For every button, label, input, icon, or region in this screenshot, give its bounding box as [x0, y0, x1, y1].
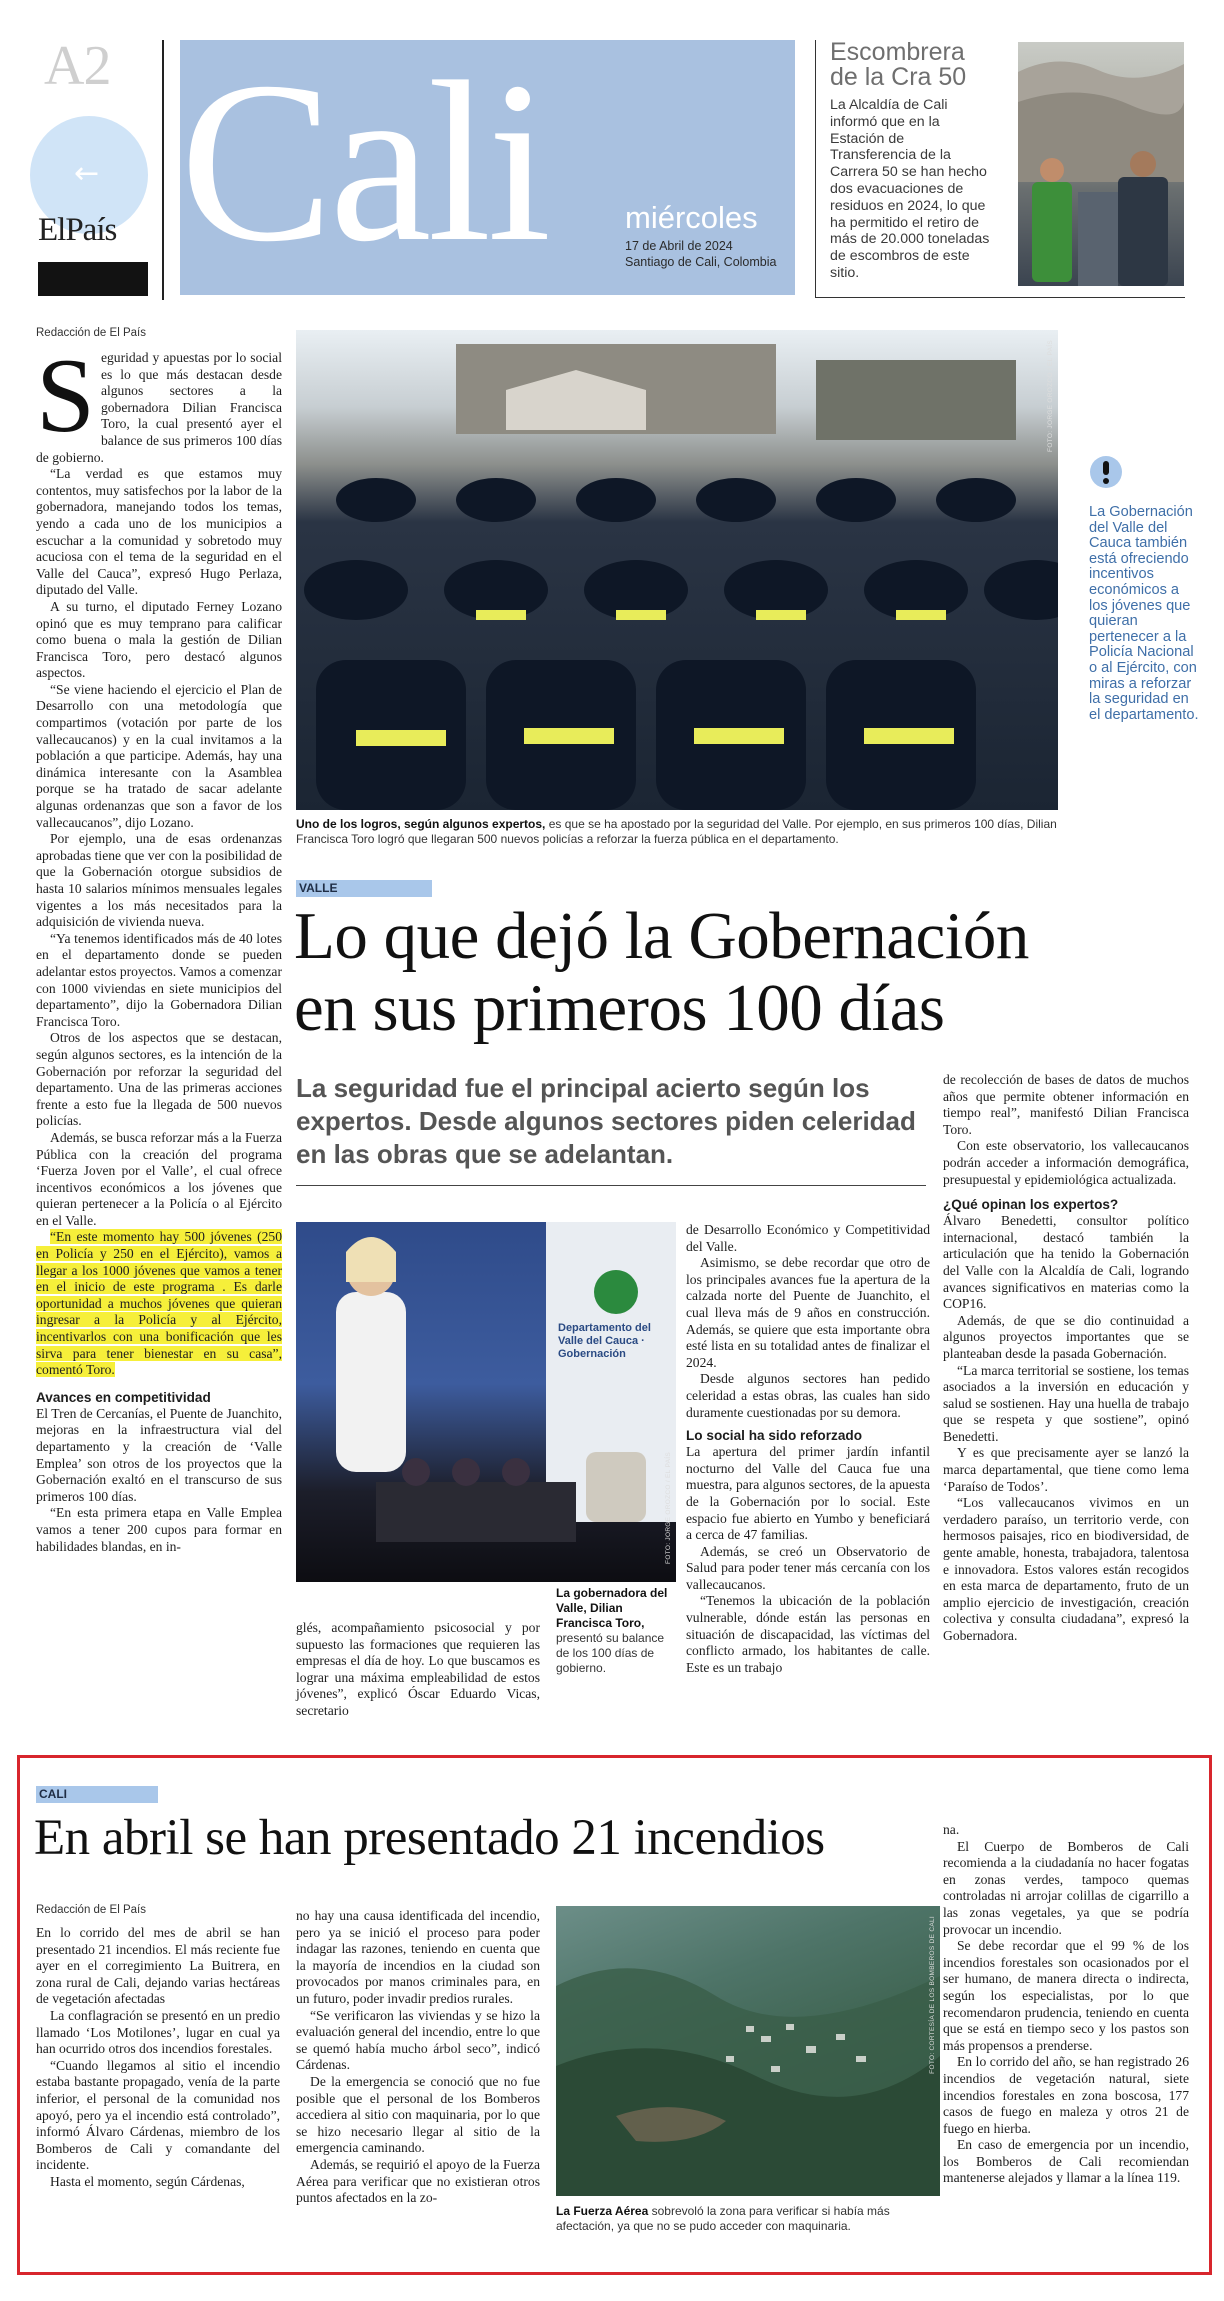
paragraph: “Se viene haciendo el ejercicio el Plan de Desarrollo con una metodología que compartimos (votación por parte de los vallecaucanos) y en la cual invitamos a la población a que participe. Además, hay una dinámica interesante con la Asamblea porque se ha tratado de sacar adelante algunas ordenanzas que son a favor de los vallecaucanos”, dijo Lozano. [36, 681, 282, 830]
paragraph: Desde algunos sectores han pedido celeridad a estas obras, las cuales han sido duramente cuestionadas por su demora. [686, 1371, 930, 1420]
incendios-column-2 [296, 1908, 540, 2207]
caption2-bold: La gobernadora del Valle, Dilian Francisca Toro, [556, 1586, 668, 1630]
teaser-title-1: Escombrera [830, 38, 965, 66]
teaser-title-2: de la Cra 50 [830, 63, 967, 91]
subhead-avances: Avances en competitividad [36, 1389, 211, 1405]
paragraph: Otros de los aspectos que se destacan, según algunos sectores, es la intención de la Gobernación por reforzar la seguridad del departamento. Una de las primeras acciones frente a esto fue la llegada de 500 nuevos policías. [36, 1030, 282, 1129]
paper-logo: ElPaís [38, 212, 117, 248]
paragraph: Con este observatorio, los vallecaucanos podrán acceder a información demográfica, presupuestal y epidemiológica actualizada. [943, 1138, 1189, 1187]
paragraph: Además, de que se dio continuidad a algunos proyectos importantes que se planteaban desde la pasada Gobernación. [943, 1312, 1189, 1361]
photo-credit: FOTO: JORGE OROZCO / EL PAÍS [1047, 340, 1054, 452]
deck-rule [296, 1185, 926, 1186]
col2-paragraph: glés, acompañamiento psicosocial y por supuesto las formaciones que requieren las empresas el día de hoy. Lo que buscamos es lograr una máxima empleabilidad de estos jóvenes”, explicó Óscar Eduardo Vicas, secretario [296, 1620, 540, 1718]
logo-bar [38, 262, 148, 296]
paragraph: Y es que precisamente ayer se lanzó la marca departamental, que tiene como lema ‘Paraíso de Todos’. [943, 1445, 1189, 1494]
teaser-box [815, 40, 1185, 298]
governor-photo [296, 1222, 676, 1582]
paragraph: La apertura del primer jardín infantil nocturno del Valle del Cauca fue una muestra, para algunos sectores, de la apuesta de la Gobernación por lo social. Este espacio fue abierto en Yumbo y beneficiará a cerca de 47 familias. [686, 1444, 930, 1543]
page-number: A2 [44, 35, 111, 97]
main-column-3 [686, 1222, 930, 1676]
paragraph: “Se verificaron las viviendas y se hizo la evaluación general del incendio, entre lo que se quemó había mucho árbol seco”, indicó Cárdenas. [296, 2007, 540, 2073]
aerial-caption-bold: La Fuerza Aérea [556, 2204, 649, 2218]
stage-sign: Departamento del Valle del Cauca · Gobernación [558, 1322, 651, 1360]
subhead-social: Lo social ha sido reforzado [686, 1428, 862, 1444]
weekday: miércoles [625, 200, 758, 235]
aerial-hills-illustration [556, 1906, 940, 2196]
main-headline-1: Lo que dejó la Gobernación [294, 899, 1029, 973]
paragraph: El Cuerpo de Bomberos de Cali recomienda a la ciudadanía no hacer fogatas en zonas verdes, tampoco quemas controladas ni arrojar colillas de cigarrillo a las zonas vegetales, ya que se podría provocar un incendio. [943, 1838, 1189, 1937]
debris-scene-illustration [1018, 42, 1184, 286]
paragraph: En caso de emergencia por un incendio, los Bomberos de Cali recomiendan mantenerse alejados y llamar a la línea 119. [943, 2137, 1189, 2186]
police-formation-illustration [296, 330, 1058, 810]
teaser-photo [1018, 42, 1184, 286]
paragraph: no hay una causa identificada del incendio, pero ya se inició el proceso para poder indagar las razones, teniendo en cuenta que la mayoría de incendios en la ciudad son provocados por manos criminales para, en un futuro, poder invadir predios rurales. [296, 1908, 540, 2006]
main-deck: La seguridad fue el principal acierto según los expertos. Desde algunos sectores piden celeridad en las obras que se adelantan. [296, 1073, 916, 1169]
section-tag-cali: CALI [36, 1786, 158, 1803]
exclamation-icon [1090, 456, 1122, 488]
aerial-photo [556, 1906, 940, 2196]
place: Santiago de Cali, Colombia [625, 255, 777, 269]
paragraph: El Tren de Cercanías, el Puente de Juanchito, mejoras en la infraestructura vial del departamento y la creación de ‘Valle Emplea’ son otros de los proyectos que la Gobernación exaltó en el transcurso de sus primeros 100 días. [36, 1405, 282, 1504]
section-tag-valle: VALLE [296, 880, 432, 897]
arrow-left-icon: ← [74, 156, 100, 191]
paragraph: Además, se creó un Observatorio de Salud para poder tener más cercanía con los vallecaucanos. [686, 1543, 930, 1592]
paragraph: Además, se busca reforzar más a la Fuerza Pública con la creación del programa ‘Fuerza Joven por el Valle’, el cual ofrece incentivos económicos a los jóvenes que quieran pertenecer a la Policía o al Ejército en el Valle. [36, 1129, 282, 1228]
incendios-column-1 [36, 1925, 280, 2191]
paragraph: “Cuando llegamos al sitio el incendio estaba bastante propagado, venía de la parte inferior, el personal de la comunidad nos apoyó, pero ya el incendio está controlado”, informó Álvaro Cárdenas, miembro de los Bomberos de Cali y comandante del incidente. [36, 2057, 280, 2173]
paragraph: En lo corrido del año, se han registrado 26 incendios de vegetación natural, siete incendios forestales en zona boscosa, 177 casos de fuego en maleza y otros 21 de fuego en hierba. [943, 2054, 1189, 2136]
main-headline-2: en sus primeros 100 días [294, 971, 945, 1045]
incendios-byline: Redacción de El País [36, 1904, 146, 1916]
paragraph: Se debe recordar que el 99 % de los incendios forestales son ocasionados por el ser humano, de manera directa o indirecta, según los especialistas, por lo que recomendaron prudencia, teniendo en cuenta que se está en tiempo seco y los pastos son más propensos a prenderse. [943, 1938, 1189, 2053]
governor-stage-illustration [296, 1222, 676, 1582]
aerial-photo-credit: FOTO: CORTESÍA DE LOS BOMBEROS DE CALI [929, 1916, 936, 2074]
dropcap: S [36, 337, 95, 454]
masthead-divider [162, 40, 164, 300]
paragraph: na. [943, 1822, 960, 1837]
main-column-4 [943, 1072, 1189, 1645]
side-note: La Gobernación del Valle del Cauca también está ofreciendo incentivos económicos a los jóvenes que quieran pertenecer a la Policía Nacional o al Ejército, con miras a reforzar la seguridad en el departamento. [1089, 504, 1199, 723]
main-photo-caption [296, 817, 1058, 847]
caption2-rest: presentó su balance de los 100 días de gobierno. [556, 1631, 665, 1675]
date: 17 de Abril de 2024 [625, 239, 733, 253]
paragraph: A su turno, el diputado Ferney Lozano opinó que es muy temprano para calificar como buena o mala la gestión de Dilian Francisca Toro, pero destacó algunos aspectos. [36, 598, 282, 681]
highlighted-quote: “En este momento hay 500 jóvenes (250 en Policía y 250 en el Ejército), vamos a llegar a los 1000 jóvenes que vamos a tener en el inicio de este programa . Es darle oportunidad a muchos jóvenes que quieran ingresar a la Policía y al Ejército, incentivarlos con una bonificación que les sirva para tener bienestar en su casa”, comentó Toro. [36, 1229, 282, 1378]
caption-rest: es que se ha apostado por la seguridad del Valle. Por ejemplo, en sus primeros 100 días, Dilian Francisca Toro logró que llegaran 500 nuevos policías a reforzar la fuerza pública en el departamento. [296, 817, 1057, 846]
section-title: Cali [180, 40, 548, 289]
section-banner [180, 40, 795, 295]
paragraph: “Los vallecaucanos vivimos en un verdadero paraíso, un territorio verde, con hermosos paisajes, rico en biodiversidad, de gente amable, honesta, trabajadora, talentosa e innovadora. Estos valores están recogidos en esta marca de departamento, fruto de un amplio ejercicio de investigación, creación colectiva y consulta ciudadana”, expresó la Gobernadora. [943, 1495, 1189, 1643]
paragraph: “Ya tenemos identificados más de 40 lotes en el departamento donde se pueden adelantar estos proyectos. Vamos a comenzar con 1000 viviendas en siete municipios del departamento”, dijo la Gobernadora Dilian Francisca Toro. [36, 930, 282, 1029]
paragraph [36, 1229, 282, 1378]
paragraph: Asimismo, se debe recordar que otro de los principales avances fue la apertura de la calzada norte del Puente de Juanchito, el cual lleva más de 9 años en construcción. Además, se quiere que esta importante obra esté lista en su totalidad antes de finalizar el 2024. [686, 1255, 930, 1370]
photo2-credit: FOTO: JORGE OROZCO / EL PAÍS [665, 1452, 672, 1564]
caption-bold: Uno de los logros, según algunos expertos, [296, 817, 546, 831]
paragraph: Álvaro Benedetti, consultor político internacional, destacó también la articulación que ha tenido la Gobernación del Valle con la Alcaldía de Cali, logrando avances significativos en materias como la COP16. [943, 1213, 1189, 1312]
main-photo [296, 330, 1058, 810]
aerial-caption [556, 2204, 940, 2234]
main-column-1 [36, 337, 282, 1555]
paragraph: “Tenemos la ubicación de la población vulnerable, dónde están las personas en situación de discapacidad, las víctimas del conflicto armado, los habitantes de calle. Este es un trabajo [686, 1593, 930, 1675]
paragraph: Además, se requirió el apoyo de la Fuerza Aérea para verificar que no existieran otros puntos afectados en la zo- [296, 2156, 540, 2206]
governor-caption [556, 1586, 676, 1676]
paragraph: de Desarrollo Económico y Competitividad del Valle. [686, 1222, 930, 1254]
paragraph: de recolección de bases de datos de muchos años que permite obtener información en tiempo real”, manifestó Dilian Francisca Toro. [943, 1072, 1189, 1137]
paragraph: De la emergencia se conoció que no fue posible que el personal de los Bomberos accediera al sitio con maquinaria, por lo que se hizo necesario llegar al sitio de la emergencia caminando. [296, 2073, 540, 2156]
paragraph: La conflagración se presentó en un predio llamado ‘Los Motilones’, lugar en cual ya han ocurrido otros dos incendios forestales. [36, 2007, 280, 2057]
aerial-caption-rest: sobrevoló la zona para verificar si había más afectación, ya que no se pudo acceder con maquinaria. [556, 2204, 890, 2233]
paragraph: En lo corrido del mes de abril se han presentado 21 incendios. El más reciente fue ayer en el corregimiento La Buitrera, en zona rural de Cali, dejando varias hectáreas de vegetación afectadas [36, 1925, 280, 2007]
paragraph: “En esta primera etapa en Valle Emplea vamos a tener 200 cupos para formar en habilidades blandas, en in- [36, 1505, 282, 1554]
incendios-headline: En abril se han presentado 21 incendios [34, 1810, 825, 1866]
paragraph: Hasta el momento, según Cárdenas, [50, 2173, 245, 2189]
paragraph: “La marca territorial se sostiene, los temas asociados a la inversión en educación y salud se sostienen. Hay una huella de trabajo que se respeta y que sostiene”, opinó Benedetti. [943, 1362, 1189, 1444]
main-byline: Redacción de El País [36, 327, 146, 339]
paragraph: “La verdad es que estamos muy contentos, muy satisfechos por la labor de la gobernadora, manejando todos los temas, yendo a cada uno de los municipios a escuchar a la comunidad y sobretodo muy acuciosa con el tema de la seguridad en el Valle del Cauca”, expresó Hugo Perlaza, diputado del Valle. [36, 466, 282, 598]
subhead-expertos: ¿Qué opinan los expertos? [943, 1197, 1119, 1213]
paragraph: eguridad y apuestas por lo social es lo que más destacan desde algunos sectores a la gobernadora Dilian Francisca Toro, la cual presentó ayer el balance de sus primeros 100 días de gobierno. [36, 350, 282, 465]
teaser-text: La Alcaldía de Cali informó que en la Estación de Transferencia de la Carrera 50 se han hecho dos evacuaciones de residuos en 2024, lo que ha permitido el retiro de más de 20.000 toneladas de escombros de este sitio. [830, 97, 990, 281]
incendios-column-3 [943, 1822, 1189, 2187]
paragraph: Por ejemplo, una de esas ordenanzas aprobadas tiene que ver con la posibilidad de que la Gobernación otorgue subsidios de hasta 10 salarios mínimos mensuales legales vigentes a los más necesitados para la adquisición de vivienda nueva. [36, 831, 282, 930]
main-column-2-bottom [296, 1620, 540, 1720]
